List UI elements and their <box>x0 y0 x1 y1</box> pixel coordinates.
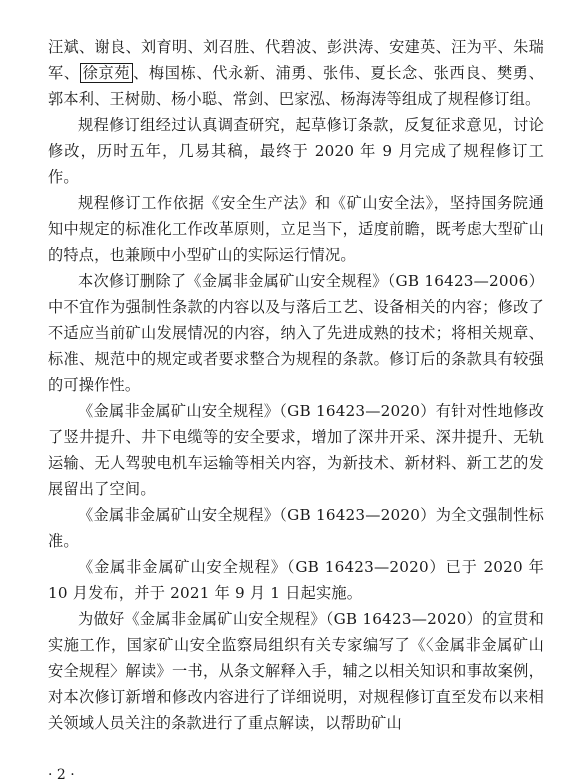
paragraph-revision-changes: 本次修订删除了《金属非金属矿山安全规程》（GB 16423—2006）中不宜作为强制性条款的内容以及与落后工艺、设备相关的内容；修改了不适应当前矿山发展情况的内容，纳入了先进成熟的技术；将相关规章、标准、规范中的规定或者要求整合为规程的条款。修订后的条款具有较强的可操作性。 <box>48 272 544 394</box>
paragraph-mandatory-standard: 《金属非金属矿山安全规程》（GB 16423—2020）为全文强制性标准。 <box>48 506 544 550</box>
member-names-part-2: 、梅国栋、代永新、浦勇、张伟、夏长念、张西良、樊勇、郭本利、王树勋、杨小聪、常剑、巴家泓、杨海涛等组成了规程修订组。 <box>48 64 544 108</box>
member-names-part-1: 汪斌、谢良、刘育明、刘召胜、代碧波、彭洪涛、安建英、汪为平、朱瑞军、 <box>48 38 544 82</box>
paragraph-drafting-members <box>48 34 544 112</box>
document-page <box>48 34 544 736</box>
paragraph-interpretation-book: 为做好《金属非金属矿山安全规程》（GB 16423—2020）的宣贯和实施工作，国家矿山安全监察局组织有关专家编写了《〈金属非金属矿山安全规程〉解读》一书，从条文解释入手，辅之以相关知识和事故案例，对本次修订新增和修改内容进行了详细说明，对规程修订直至发布以来相关领域人员关注的条款进行了重点解读，以帮助矿山 <box>48 610 544 732</box>
page-number: · 2 · <box>48 767 75 783</box>
paragraph-revision-basis: 规程修订工作依据《安全生产法》和《矿山安全法》，坚持国务院通知中规定的标准化工作改革原则，立足当下，适度前瞻，既考虑大型矿山的特点，也兼顾中小型矿山的实际运行情况。 <box>48 194 544 264</box>
highlighted-name: 徐京苑 <box>80 63 133 83</box>
paragraph-release-date: 《金属非金属矿山安全规程》（GB 16423—2020）已于 2020 年 10 月发布，并于 2021 年 9 月 1 日起实施。 <box>48 558 544 602</box>
paragraph-revision-process: 规程修订组经过认真调查研究，起草修订条款，反复征求意见，讨论修改，历时五年，几易其稿，最终于 2020 年 9 月完成了规程修订工作。 <box>48 116 544 186</box>
paragraph-targeted-modifications: 《金属非金属矿山安全规程》（GB 16423—2020）有针对性地修改了竖井提升、井下电缆等的安全要求，增加了深井开采、深井提升、无轨运输、无人驾驶电机车运输等相关内容，为新技术、新材料、新工艺的发展留出了空间。 <box>48 402 544 498</box>
